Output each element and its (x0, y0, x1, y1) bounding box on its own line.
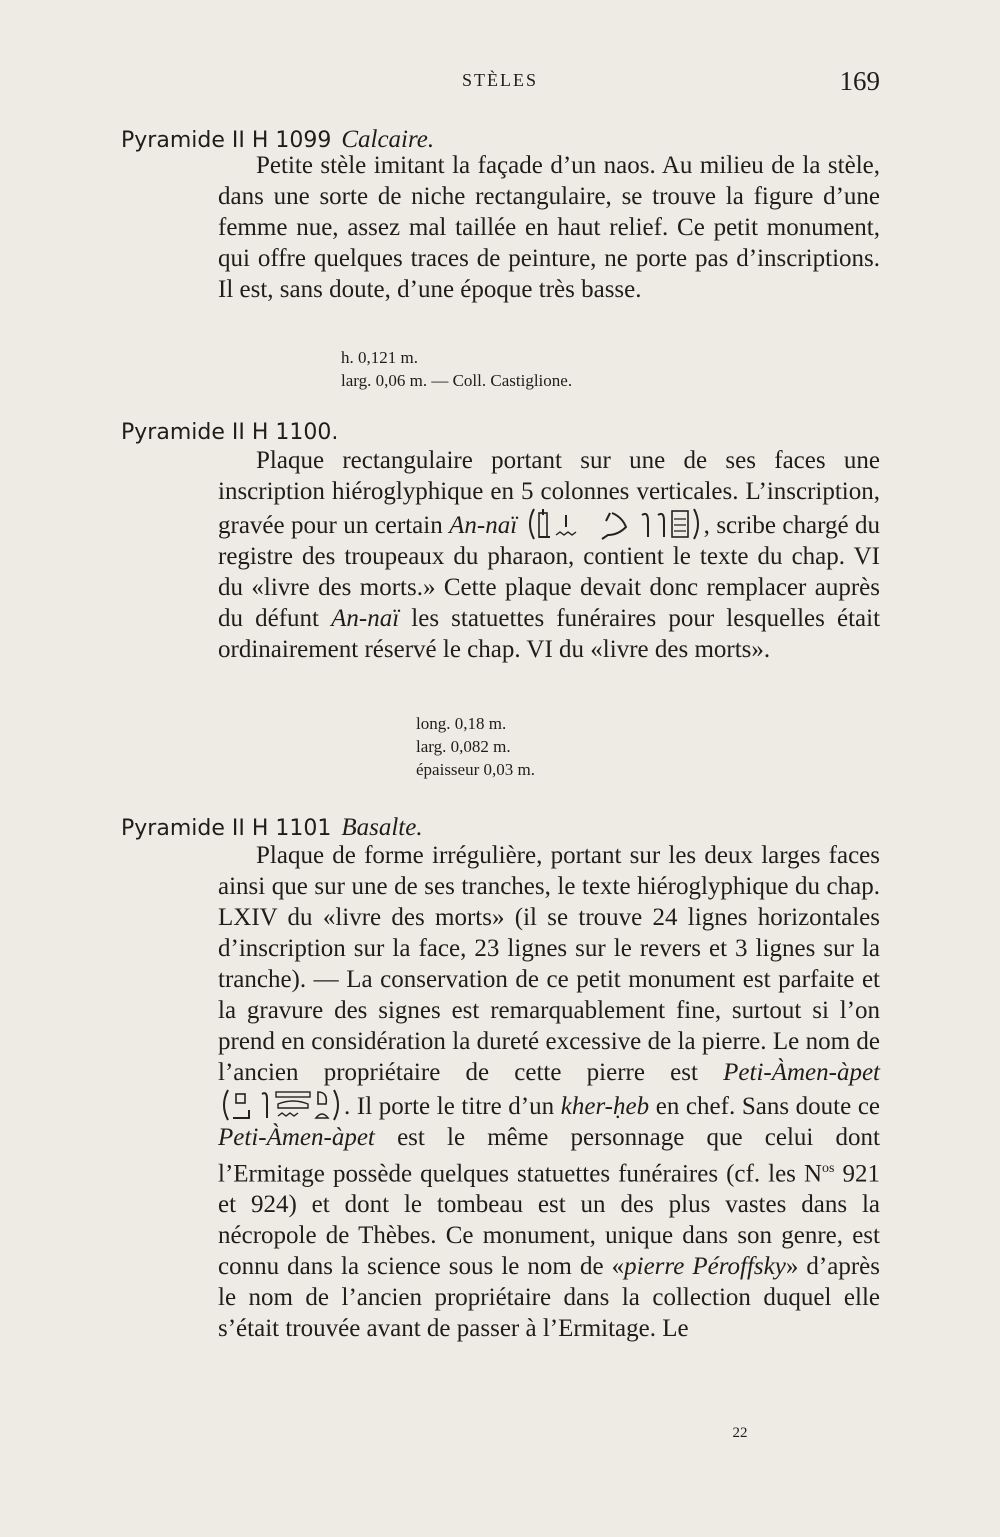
entry-text-1099 (218, 150, 880, 305)
text-run: est le même personnage que celui dont l’Ermitage possède quelques statuettes funéraires (cf. les N (218, 1124, 880, 1188)
text-run: Plaque rectangulaire portant sur une de ses faces une inscription hiéroglyphique en 5 colonnes verticales. L’inscription, gravée pour un certain (218, 447, 880, 539)
measurement-thickness: épaisseur 0,03 m. (416, 760, 535, 779)
text-run: Plaque de forme irrégulière, portant sur les deux larges faces ainsi que sur une de ses tranches, le texte hiéroglyphique du chap. LXIV du «livre des morts» (il se trouve 24 lignes horizontales d’inscription sur la face, 23 lignes sur le revers et 3 lignes sur la tranche). — La conservation de ce petit monument est parfaite et la gravure des signes est remarquablement fine, surtout si l’on prend en considération la dureté excessive de la pierre. Le nom de l’ancien propriétaire de cette pierre est (218, 842, 880, 1086)
text-run: 921 et 924) et dont le tombeau est un des plus vastes dans la nécropole de Thèbes. Ce monument, unique dans son genre, est connu dans la science sous le nom de « (218, 1160, 880, 1281)
paragraph (218, 445, 880, 665)
signature-mark: 22 (732, 1425, 748, 1441)
entry-material: Calcaire. (341, 126, 435, 153)
text-run: » d’après le nom de l’ancien propriétaire dans la collection duquel elle s’était trouvée avant de passer à l’Ermitage. Le (218, 1253, 880, 1343)
superscript: os (822, 1161, 835, 1176)
entry-text-1100 (218, 445, 880, 665)
entry-material: Basalte. (341, 814, 423, 841)
measurement-width: larg. 0,06 m. — Coll. Castiglione. (341, 371, 573, 390)
text-run: en chef. Sans doute ce (655, 1093, 881, 1120)
entry-text-1101 (218, 840, 880, 1344)
person-name: An-naï (331, 605, 400, 632)
page-number: 169 (839, 66, 880, 96)
measurements-1099 (341, 346, 572, 392)
person-name: Peti-Àmen-àpet (723, 1059, 880, 1086)
title-word: kher-ḥeb (560, 1093, 650, 1120)
text-run: les statuettes funéraires pour lesquelles était ordinairement réservé le chap. VI du «livre des morts». (218, 605, 881, 663)
entry-number: Pyramide II H 1101 (121, 816, 332, 841)
entry-heading-1101 (121, 814, 423, 842)
paragraph: Petite stèle imitant la façade d’un naos. Au milieu de la stèle, dans une sorte de niche rectangulaire, se trouve la figure d’une femme nue, assez mal taillée en haut relief. Ce petit monument, qui offre quelques traces de peinture, ne porte pas d’inscriptions. Il est, sans doute, d’une époque très basse. (218, 152, 880, 303)
stone-name: pierre Péroffsky (624, 1253, 786, 1281)
hieroglyph-cartouche-annai (524, 507, 704, 541)
text-run: . Il porte le titre d’un (344, 1093, 555, 1120)
entry-number: Pyramide II H 1100. (121, 420, 339, 445)
hieroglyph-cartouche-petiamenapet (218, 1088, 344, 1122)
measurements-1100 (416, 712, 535, 781)
text-run: , scribe chargé du registre des troupeaux du pharaon, contient le texte du chap. VI du «livre des morts.» Cette plaque devait donc remplacer auprès du défunt (218, 512, 881, 632)
paragraph (218, 840, 880, 1344)
running-head (120, 66, 880, 100)
measurement-height: h. 0,121 m. (341, 348, 418, 367)
person-name: Peti-Àmen-àpet (218, 1124, 375, 1151)
entry-heading-1100 (121, 420, 338, 445)
person-name: An-naï (449, 512, 518, 539)
entry-number: Pyramide II H 1099 (121, 128, 332, 153)
measurement-width: larg. 0,082 m. (416, 737, 511, 756)
running-title: STÈLES (461, 70, 538, 90)
measurement-length: long. 0,18 m. (416, 714, 507, 733)
